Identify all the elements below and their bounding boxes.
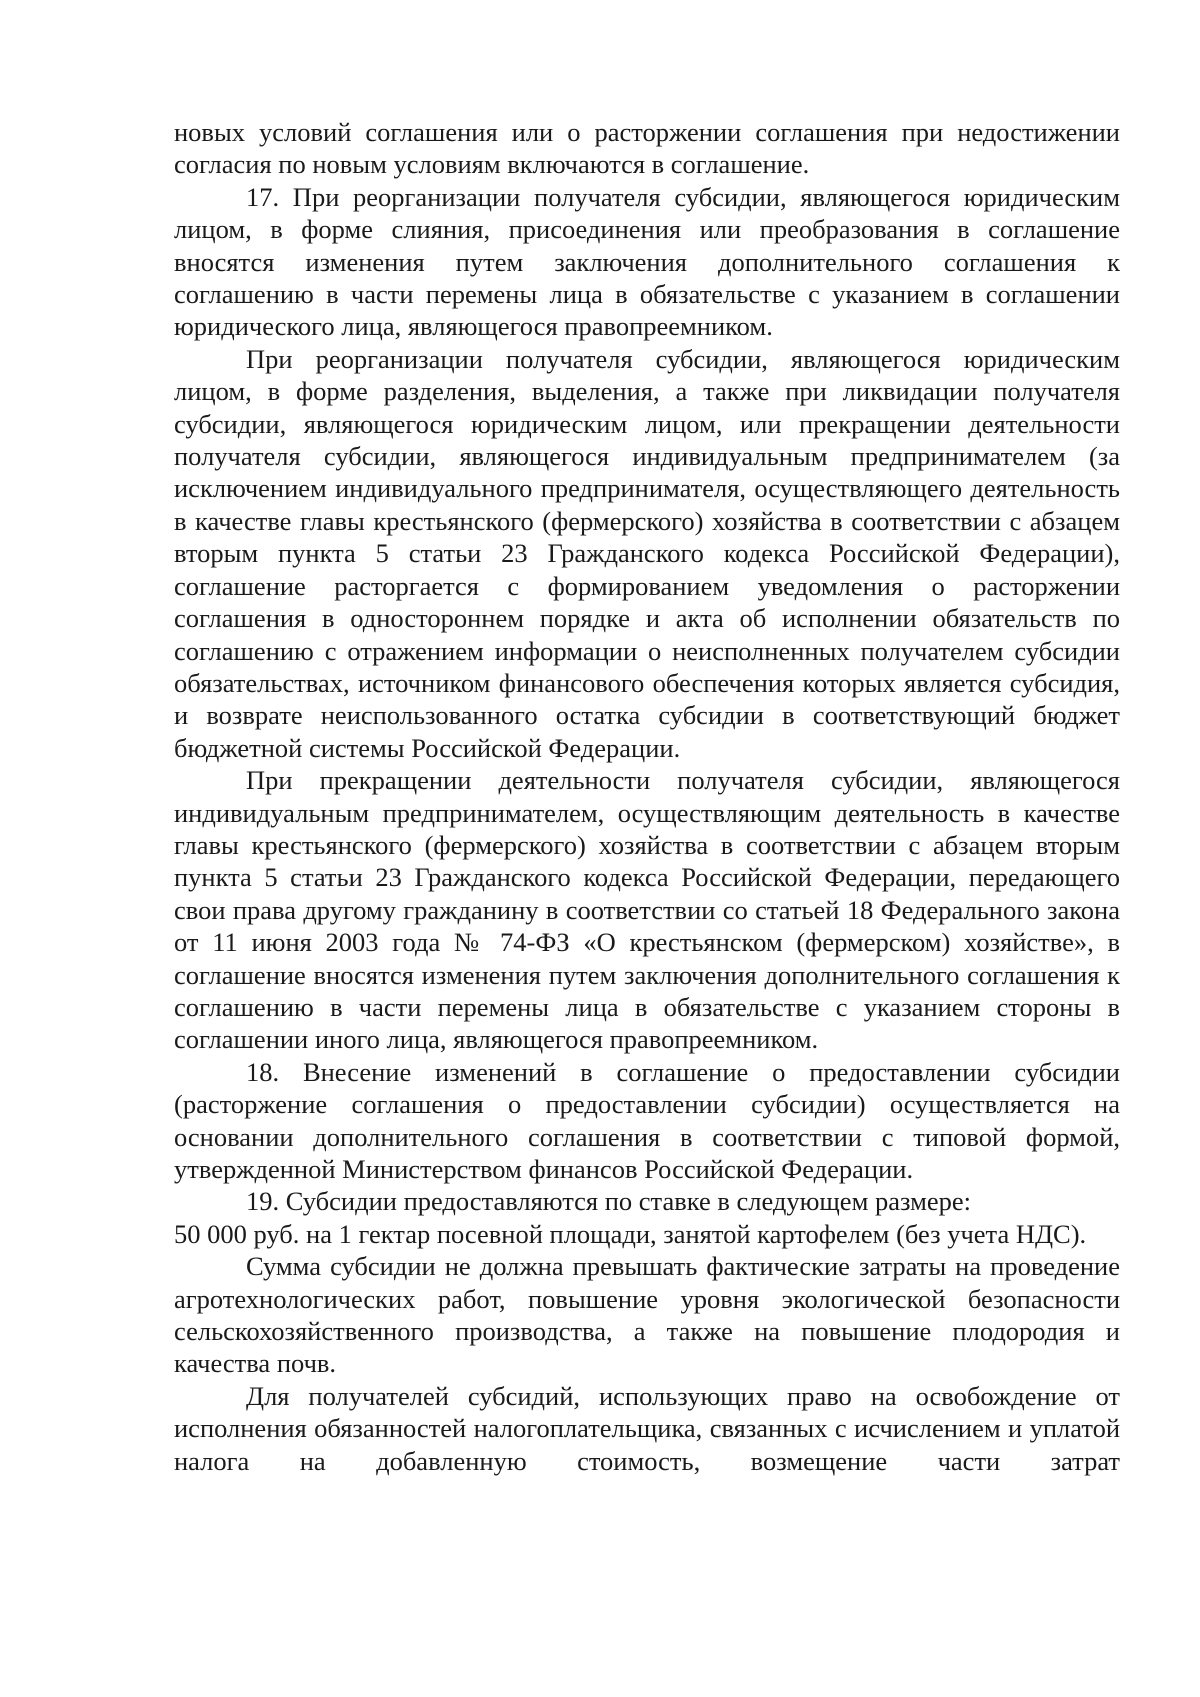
paragraph-continuation: новых условий соглашения или о расторжении соглашения при недостижении согласия по новым условиям включаются в соглашение. xyxy=(174,117,1120,180)
paragraph-vat-exemption: Для получателей субсидий, использующих право на освобождение от исполнения обязанностей налогоплательщика, связанных с исчислением и уплатой налога на добавленную стоимость, возмещение части затрат xyxy=(174,1380,1120,1476)
paragraph-subsidy-limit: Сумма субсидии не должна превышать фактические затраты на проведение агротехнологических работ, повышение уровня экологической безопасности сельскохозяйственного производства, а также на повышение плодородия и качества почв. xyxy=(174,1251,1120,1379)
document-body xyxy=(174,116,1120,1477)
paragraph-rate: 50 000 руб. на 1 гектар посевной площади, занятой картофелем (без учета НДС). xyxy=(174,1218,1087,1249)
paragraph-item-18: 18. Внесение изменений в соглашение о предоставлении субсидии (расторжение соглашения о предоставлении субсидии) осуществляется на основании дополнительного соглашения в соответствии с типовой формой, утвержденной Министерством финансов Российской Федерации. xyxy=(174,1056,1120,1184)
paragraph-item-17: 17. При реорганизации получателя субсидии, являющегося юридическим лицом, в форме слияния, присоединения или преобразования в соглашение вносятся изменения путем заключения дополнительного соглашения к соглашению в части перемены лица в обязательстве с указанием в соглашении юридического лица, являющегося правопреемником. xyxy=(174,181,1120,342)
paragraph-termination: При прекращении деятельности получателя субсидии, являющегося индивидуальным предпринимателем, осуществляющим деятельность в качестве главы крестьянского (фермерского) хозяйства в соответствии с абзацем вторым пункта 5 статьи 23 Гражданского кодекса Российской Федерации, передающего свои права другому гражданину в соответствии со статьей 18 Федерального закона от 11 июня 2003 года № 74-ФЗ «О крестьянском (фермерском) хозяйстве», в соглашение вносятся изменения путем заключения дополнительного соглашения к соглашению в части перемены лица в обязательстве с указанием стороны в соглашении иного лица, являющегося правопреемником. xyxy=(174,765,1120,1055)
paragraph-reorganization: При реорганизации получателя субсидии, являющегося юридическим лицом, в форме разделения, выделения, а также при ликвидации получателя субсидии, являющегося юридическим лицом, или прекращении деятельности получателя субсидии, являющегося индивидуальным предпринимателем (за исключением индивидуального предпринимателя, осуществляющего деятельность в качестве главы крестьянского (фермерского) хозяйства в соответствии с абзацем вторым пункта 5 статьи 23 Гражданского кодекса Российской Федерации), соглашение расторгается с формированием уведомления о расторжении соглашения в одностороннем порядке и акта об исполнении обязательств по соглашению с отражением информации о неисполненных получателем субсидии обязательствах, источником финансового обеспечения которых является субсидия, и возврате неиспользованного остатка субсидии в соответствующий бюджет бюджетной системы Российской Федерации. xyxy=(174,343,1120,763)
paragraph-item-19: 19. Субсидии предоставляются по ставке в следующем размере: xyxy=(246,1186,971,1217)
